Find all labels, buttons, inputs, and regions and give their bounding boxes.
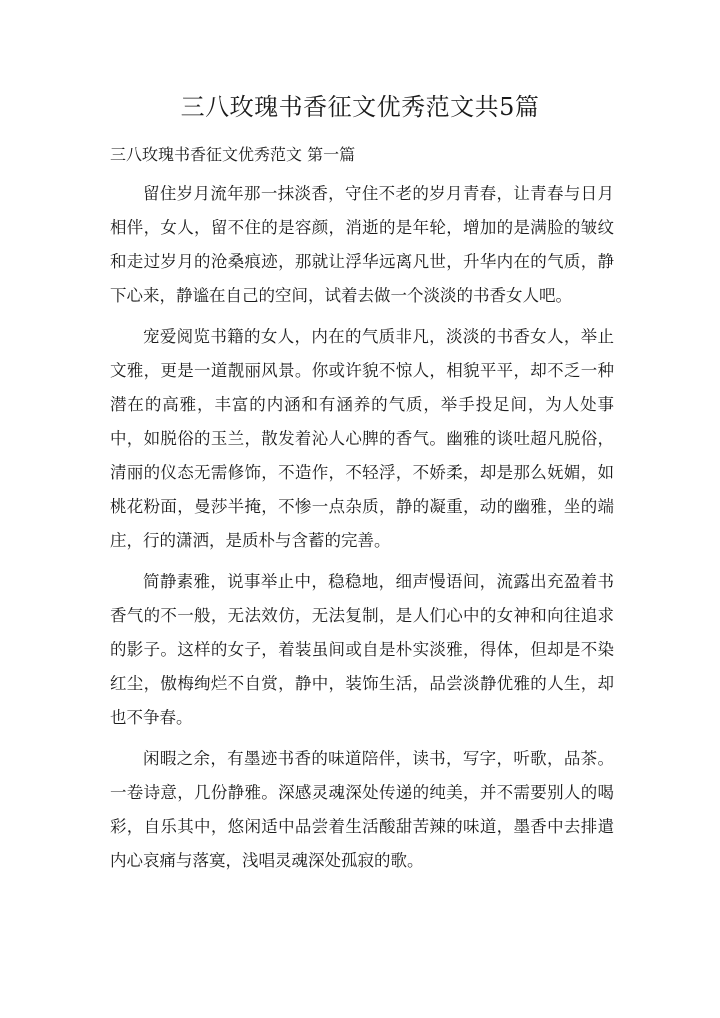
document-body <box>110 177 614 885</box>
section-subtitle: 三八玫瑰书香征文优秀范文 第一篇 <box>110 145 356 164</box>
paragraph: 简静素雅，说事举止中，稳稳地，细声慢语间，流露出充盈着书香气的不一般，无法效仿，无法复制，是人们心中的女神和向往追求的影子。这样的女子，着装虽间或自是朴实淡雅，得体，但却是不染红尘，傲梅绚烂不自赏，静中，装饰生活，品尝淡静优雅的人生，却也不争春。 <box>110 572 614 727</box>
paragraph: 留住岁月流年那一抹淡香，守住不老的岁月青春，让青春与日月相伴，女人，留不住的是容颜，消逝的是年轮，增加的是满脸的皱纹和走过岁月的沧桑痕迹，那就让浮华远离凡世，升华内在的气质，静下心来，静谧在自己的空间，试着去做一个淡淡的书香女人吧。 <box>110 184 614 305</box>
paragraph: 闲暇之余，有墨迹书香的味道陪伴，读书，写字，听歌，品茶。一卷诗意，几份静雅。深感灵魂深处传递的纯美，并不需要别人的喝彩，自乐其中，悠闲适中品尝着生活酸甜苦辣的味道，墨香中去排遣内心哀痛与落寞，浅唱灵魂深处孤寂的歌。 <box>110 749 614 870</box>
paragraph: 宠爱阅览书籍的女人，内在的气质非凡，淡淡的书香女人，举止文雅，更是一道靓丽风景。你或许貌不惊人，相貌平平，却不乏一种潜在的高雅，丰富的内涵和有涵养的气质，举手投足间，为人处事中，如脱俗的玉兰，散发着沁人心脾的香气。幽雅的谈吐超凡脱俗，清丽的仪态无需修饰，不造作，不轻浮，不娇柔，却是那么妩媚，如桃花粉面，曼莎半掩，不惨一点杂质，静的凝重，动的幽雅，坐的端庄，行的潇洒，是质朴与含蓄的完善。 <box>110 327 614 550</box>
document-title: 三八玫瑰书香征文优秀范文共5篇 <box>180 93 540 121</box>
